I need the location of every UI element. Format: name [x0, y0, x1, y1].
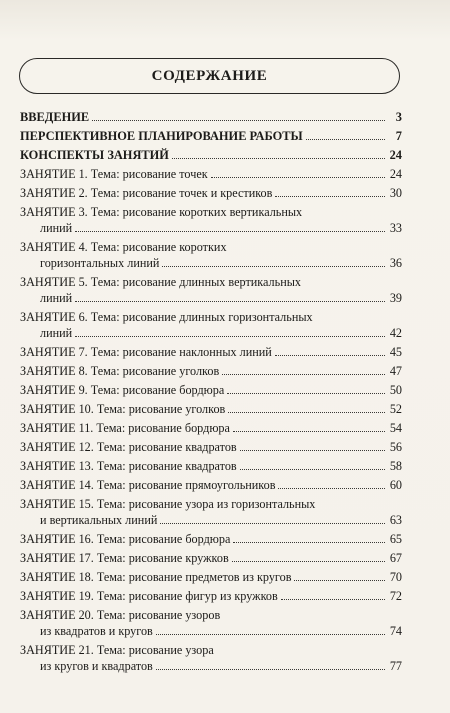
toc-entry-title-continued: линий: [40, 291, 73, 305]
toc-entry: [20, 588, 402, 604]
toc-page-number: 74: [389, 624, 402, 638]
toc-page-number: 52: [389, 402, 402, 416]
toc-entry-title: ЗАНЯТИЕ 6. Тема: рисование длинных горизонтальных: [20, 310, 313, 324]
toc-entry-title: ЗАНЯТИЕ 9. Тема: рисование бордюра: [20, 383, 225, 397]
toc-entry: [20, 569, 402, 585]
toc-entry-title-continued: горизонтальных линий: [40, 256, 160, 270]
toc-page-number: 7: [395, 129, 402, 143]
toc-entry-continuation: [20, 658, 402, 674]
toc-page-number: 63: [389, 513, 402, 527]
toc-page-number: 65: [389, 532, 402, 546]
toc-entry: [20, 166, 402, 182]
toc-entry: [20, 204, 402, 236]
toc-page-number: 36: [389, 256, 402, 270]
toc-page-number: 47: [389, 364, 402, 378]
toc-page-number: 60: [389, 478, 402, 492]
dot-leader: [294, 580, 385, 581]
toc-entry-title: ЗАНЯТИЕ 12. Тема: рисование квадратов: [20, 440, 237, 454]
toc-page-number: 33: [389, 221, 402, 235]
page-title: СОДЕРЖАНИЕ: [151, 67, 268, 84]
dot-leader: [75, 336, 385, 337]
toc-entry: [20, 550, 402, 566]
toc-entry-title: ЗАНЯТИЕ 11. Тема: рисование бордюра: [20, 421, 230, 435]
dot-leader: [281, 599, 385, 600]
dot-leader: [232, 561, 385, 562]
toc-entry-continuation: [20, 290, 402, 306]
toc-entry: [20, 420, 402, 436]
toc-page-number: 70: [389, 570, 402, 584]
toc-page-number: 50: [389, 383, 402, 397]
dot-leader: [275, 355, 385, 356]
toc-entry-title-continued: из квадратов и кругов: [40, 624, 153, 638]
toc-entry-title: ПЕРСПЕКТИВНОЕ ПЛАНИРОВАНИЕ РАБОТЫ: [20, 129, 303, 143]
contents-header-frame: [19, 58, 400, 94]
dot-leader: [233, 542, 385, 543]
dot-leader: [240, 469, 385, 470]
toc-entry-title: ЗАНЯТИЕ 18. Тема: рисование предметов из кругов: [20, 570, 292, 584]
toc-entry: [20, 531, 402, 547]
toc-page-number: 77: [389, 659, 402, 673]
toc-entry: [20, 607, 402, 639]
dot-leader: [227, 393, 385, 394]
spacer: [20, 674, 402, 677]
toc-page-number: 58: [389, 459, 402, 473]
toc-entry-title: ЗАНЯТИЕ 17. Тема: рисование кружков: [20, 551, 229, 565]
dot-leader: [278, 488, 385, 489]
dot-leader: [172, 158, 385, 159]
toc-entry-title-continued: из кругов и квадратов: [40, 659, 153, 673]
toc-entry-title: ЗАНЯТИЕ 4. Тема: рисование коротких: [20, 240, 227, 254]
toc-entry: [20, 109, 402, 125]
toc-entry-title: ЗАНЯТИЕ 14. Тема: рисование прямоугольников: [20, 478, 276, 492]
dot-leader: [240, 450, 385, 451]
toc-page-number: 67: [389, 551, 402, 565]
toc-entry-title: ЗАНЯТИЕ 2. Тема: рисование точек и крестиков: [20, 186, 273, 200]
dot-leader: [156, 669, 385, 670]
dot-leader: [75, 231, 385, 232]
dot-leader: [75, 301, 385, 302]
toc-page-number: 39: [389, 291, 402, 305]
toc-entry: [20, 439, 402, 455]
toc-entry-title: ЗАНЯТИЕ 20. Тема: рисование узоров: [20, 608, 221, 622]
toc-entry-title: ЗАНЯТИЕ 10. Тема: рисование уголков: [20, 402, 226, 416]
toc-entry-title: ЗАНЯТИЕ 19. Тема: рисование фигур из кружков: [20, 589, 278, 603]
toc-entry-title: ЗАНЯТИЕ 13. Тема: рисование квадратов: [20, 459, 237, 473]
toc-entry-continuation: [20, 220, 402, 236]
dot-leader: [275, 196, 385, 197]
toc-entry-title-continued: линий: [40, 221, 73, 235]
toc-entry-continuation: [20, 255, 402, 271]
toc-page-number: 56: [389, 440, 402, 454]
toc-page-number: 54: [389, 421, 402, 435]
dot-leader: [92, 120, 385, 121]
toc-entry: [20, 382, 402, 398]
toc-entry-continuation: [20, 325, 402, 341]
toc-entry-title: ЗАНЯТИЕ 21. Тема: рисование узора: [20, 643, 214, 657]
toc-entry: [20, 274, 402, 306]
toc-entry: [20, 363, 402, 379]
toc-entry-continuation: [20, 623, 402, 639]
toc-entry-title: ЗАНЯТИЕ 16. Тема: рисование бордюра: [20, 532, 231, 546]
toc-entry-title: ЗАНЯТИЕ 3. Тема: рисование коротких вертикальных: [20, 205, 303, 219]
toc-entry-title-continued: линий: [40, 326, 73, 340]
toc-page-number: 24: [389, 148, 402, 162]
toc-entry: [20, 344, 402, 360]
toc-entry-title: ЗАНЯТИЕ 7. Тема: рисование наклонных линий: [20, 345, 272, 359]
dot-leader: [233, 431, 385, 432]
toc-entry-title: ЗАНЯТИЕ 8. Тема: рисование уголков: [20, 364, 220, 378]
toc-entry-title: КОНСПЕКТЫ ЗАНЯТИЙ: [20, 148, 169, 162]
dot-leader: [222, 374, 385, 375]
toc-entry-title: ЗАНЯТИЕ 15. Тема: рисование узора из горизонтальных: [20, 497, 316, 511]
dot-leader: [306, 139, 385, 140]
dot-leader: [156, 634, 385, 635]
toc-entry-continuation: [20, 512, 402, 528]
toc-entry: [20, 239, 402, 271]
toc-page-number: 30: [389, 186, 402, 200]
toc-page-number: 72: [389, 589, 402, 603]
toc-entry: [20, 309, 402, 341]
toc-entry: [20, 477, 402, 493]
toc-entry-title: ЗАНЯТИЕ 5. Тема: рисование длинных вертикальных: [20, 275, 301, 289]
toc-page-number: 3: [395, 110, 402, 124]
toc-entry: [20, 185, 402, 201]
dot-leader: [160, 523, 385, 524]
toc-page-number: 24: [389, 167, 402, 181]
toc-entry: [20, 642, 402, 674]
toc-entry-title: ВВЕДЕНИЕ: [20, 110, 90, 124]
toc-page-number: 42: [389, 326, 402, 340]
toc-entry: [20, 496, 402, 528]
dot-leader: [162, 266, 385, 267]
toc-entry: [20, 128, 402, 144]
toc-entry: [20, 147, 402, 163]
toc-entry: [20, 401, 402, 417]
toc-entry: [20, 458, 402, 474]
dot-leader: [211, 177, 385, 178]
toc-entry-title-continued: и вертикальных линий: [40, 513, 158, 527]
toc-page-number: 45: [389, 345, 402, 359]
dot-leader: [228, 412, 385, 413]
toc-entry-title: ЗАНЯТИЕ 1. Тема: рисование точек: [20, 167, 208, 181]
table-of-contents: [20, 109, 402, 677]
